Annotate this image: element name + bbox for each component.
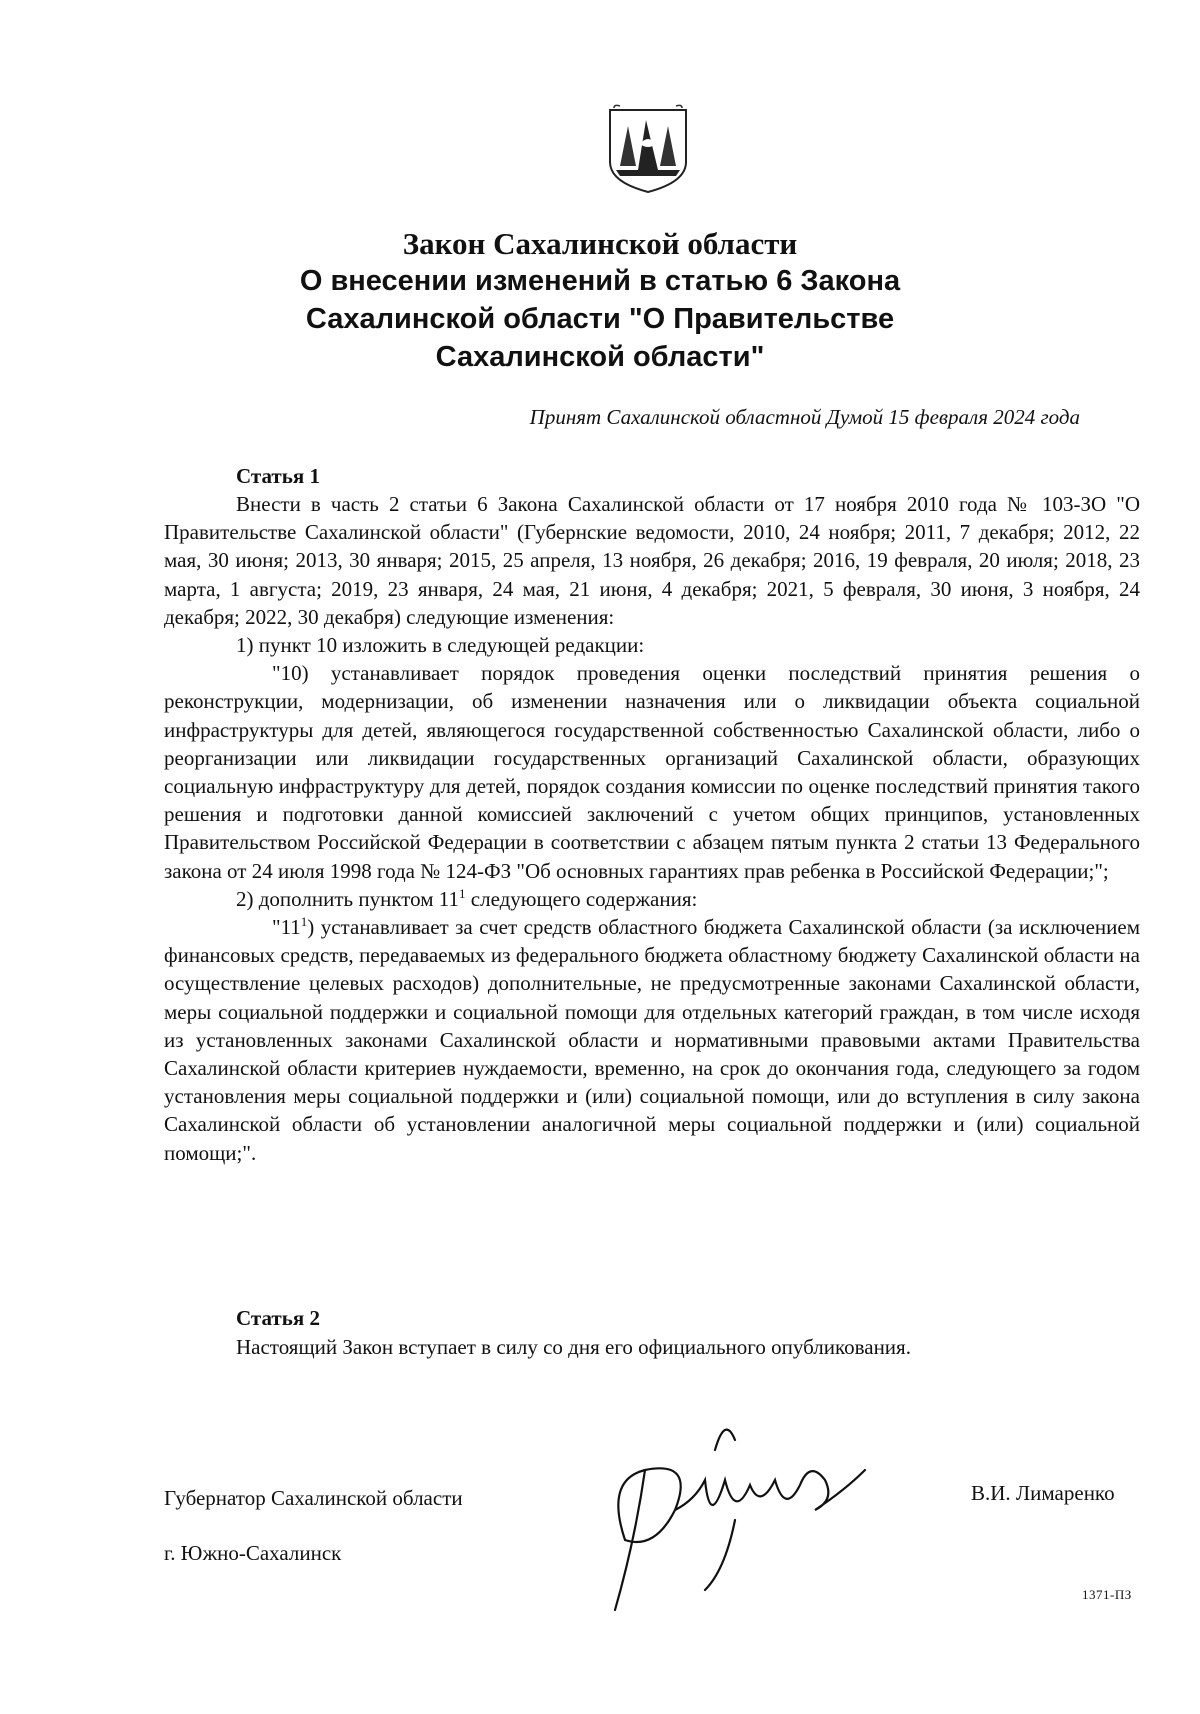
article-1-heading: Статья 1: [236, 464, 320, 488]
title-line-3: Сахалинской области "О Правительстве: [305, 303, 895, 335]
title-line-2: О внесении изменений в статью 6 Закона: [299, 265, 901, 297]
city-name: г. Южно-Сахалинск: [164, 1541, 342, 1565]
article-1-body: [164, 490, 1140, 1167]
title-line-1: Закон Сахалинской области: [402, 226, 798, 261]
signature-icon: [585, 1420, 895, 1620]
title-line-4: Сахалинской области": [435, 341, 765, 373]
article-1-item-1: 1) пункт 10 изложить в следующей редакции:: [236, 633, 645, 658]
governor-title: Губернатор Сахалинской области: [164, 1486, 463, 1510]
article-1-intro: Внести в часть 2 статьи 6 Закона Сахалинской области от 17 ноября 2010 года № 103-ЗО "О Правительстве Сахалинской области" (Губернские ведомости, 2010, 24 ноября; 2011, 7 декабря; 2012, 22 мая, 30 июня; 2013, 30 января; 2015, 25 апреля, 13 ноября, 26 декабря; 2016, 19 февраля, 20 июля; 2018, 23 марта, 1 августа; 2019, 23 января, 24 мая, 21 июня, 4 декабря; 2021, 5 февраля, 30 июня, 3 ноября, 24 декабря; 2022, 30 декабря) следующие изменения:: [164, 492, 1140, 629]
document-title: [240, 226, 960, 376]
article-2-heading: Статья 2: [236, 1306, 320, 1330]
adoption-note: Принят Сахалинской областной Думой 15 февраля 2024 года: [529, 405, 1080, 429]
governor-name: В.И. Лимаренко: [971, 1481, 1115, 1505]
document-number: 1371-ПЗ: [1082, 1587, 1132, 1602]
article-1-item-2: 2) дополнить пунктом $11^1$ следующего содержания:: [236, 885, 698, 911]
article-1-item-1-text: "10) устанавливает порядок проведения оценки последствий принятия решения о реконструкции, модернизации, об изменении назначения или о ликвидации объекта социальной инфраструктуры для детей, являющегося государственной собственностью Сахалинской области, либо о реорганизации или ликвидации государственных организаций Сахалинской области, образующих социальную инфраструктуру для детей, порядок создания комиссии по оценке последствий принятия такого решения и подготовки данной комиссией заключений с учетом общих принципов, установленных Правительством Российской Федерации в соответствии с абзацем пятым пункта 2 статьи 13 Федерального закона от 24 июля 1998 года № 124-ФЗ "Об основных гарантиях прав ребенка в Российской Федерации;";: [164, 661, 1140, 883]
coat-of-arms-icon: [606, 104, 690, 194]
article-1-item-2-text: "$11^1$) устанавливает за счет средств областного бюджета Сахалинской области (за исключением финансовых средств, передаваемых из федерального бюджета областному бюджету Сахалинской области на осуществление целевых расходов) дополнительные, не предусмотренные законами Сахалинской области, меры социальной поддержки и социальной помощи для отдельных категорий граждан, в том числе исходя из установленных законами Сахалинской области и нормативными правовыми актами Правительства Сахалинской области критериев нуждаемости, временно, на срок до окончания года, следующего за годом установления меры социальной поддержки и (или) социальной помощи, или до вступления в силу закона Сахалинской области об установлении аналогичной меры социальной поддержки и (или) социальной помощи;".: [164, 914, 1140, 1165]
article-2-body: Настоящий Закон вступает в силу со дня его официального опубликования.: [236, 1335, 911, 1359]
